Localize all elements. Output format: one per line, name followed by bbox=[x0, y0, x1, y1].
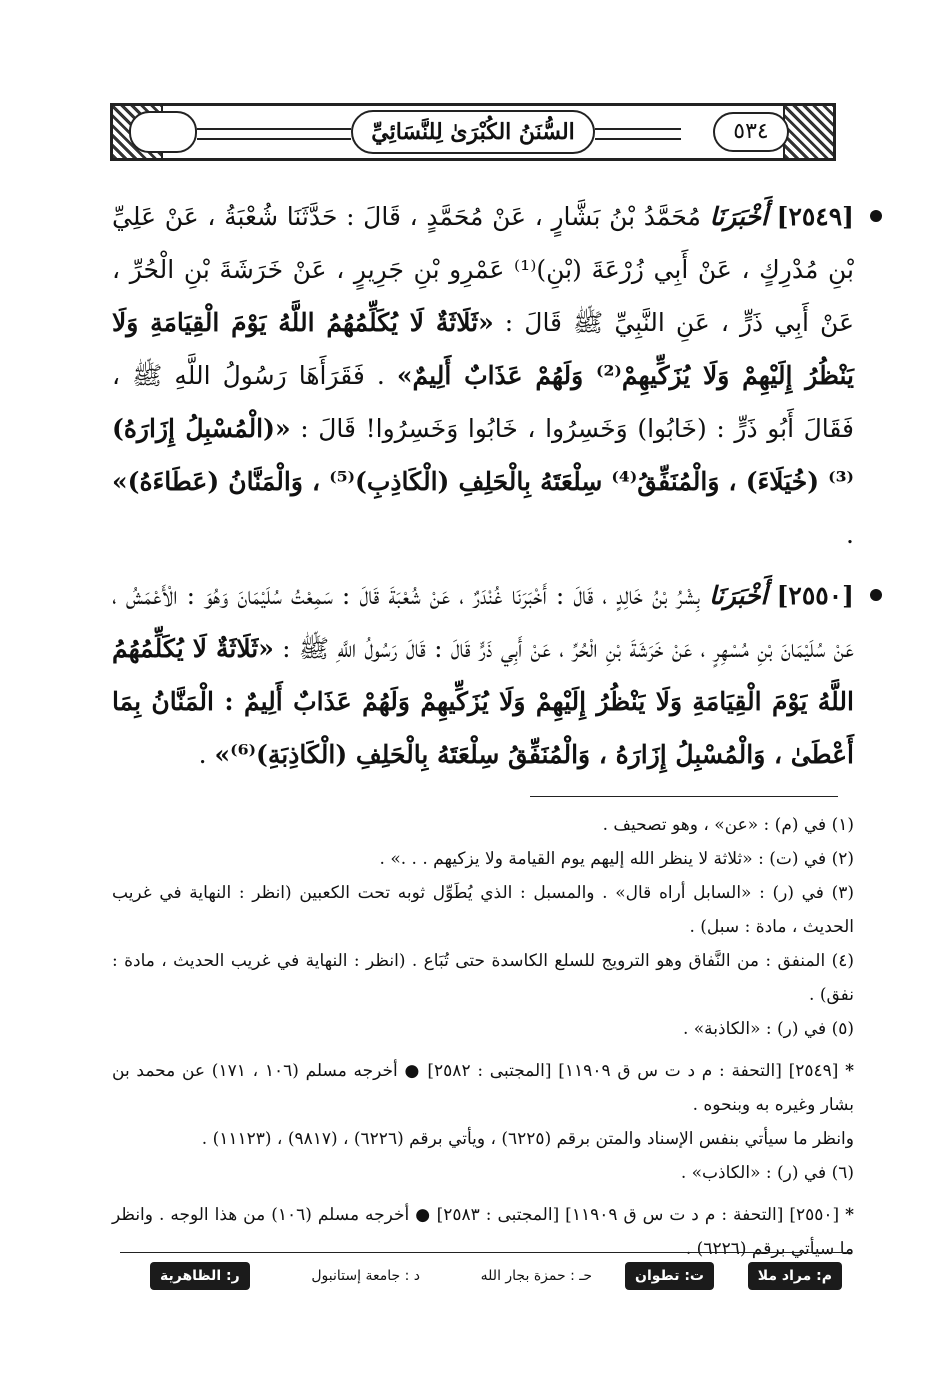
end-mark: . bbox=[846, 520, 854, 549]
footnote-5: (٥) في (ر) : «الكاذبة» . bbox=[682, 1019, 854, 1039]
source-tag: ت: تطوان bbox=[625, 1262, 714, 1290]
asterisk-icon: * bbox=[845, 1205, 855, 1225]
book-title: السُّنَنُ الكُبْرَىٰ لِلنَّسَائِيِّ bbox=[351, 110, 595, 154]
hadith-number: [٢٥٤٩] bbox=[776, 202, 854, 231]
hadith-2550 bbox=[112, 569, 854, 781]
page-number: ٥٣٤ bbox=[713, 112, 789, 152]
takhrij-text: [٢٥٤٩] [التحفة : م د ت س ق ١١٩٠٩] [المجتبى : ٢٥٨٢] ● أخرجه مسلم (١٠٦ ، ١٧١) عن محمد بن بشار وغيره به وبنحوه . bbox=[112, 1061, 854, 1115]
source-label: د : جامعة إستانبول bbox=[311, 1268, 420, 1284]
akhbarana: أَخْبَرَنَا bbox=[709, 202, 768, 231]
takhrij-2550 bbox=[112, 1198, 854, 1266]
hadith-number: [٢٥٥٠] bbox=[776, 581, 854, 610]
bottom-rule bbox=[120, 1252, 852, 1253]
main-text bbox=[112, 190, 854, 789]
manuscript-sources bbox=[120, 1262, 842, 1290]
akhbarana: أَخْبَرَنَا bbox=[709, 581, 768, 610]
footnote-2: (٢) في (ت) : «ثلاثة لا ينظر الله إليهم يوم القيامة ولا يزكيهم . . .» . bbox=[379, 849, 854, 869]
footnote-1: (١) في (م) : «عن» ، وهو تصحيف . bbox=[602, 815, 854, 835]
hadith-2549 bbox=[112, 190, 854, 561]
footnote-3: (٣) في (ر) : «السابل أراه قال» . والمسبل : الذي يُطَوِّل ثوبه تحت الكعبين (انظر : النهاية في غريب الحديث ، مادة : سبل) . bbox=[112, 883, 854, 937]
source-tag: ر: الظاهرية bbox=[150, 1262, 250, 1290]
bullet-icon bbox=[870, 210, 882, 222]
matn-text: «(الْمُسْبِلُ إِزَارَهُ)⁽³⁾ (خُيَلَاءَ) ، وَالْمُنَفِّقُ⁽⁴⁾ سِلْعَتَهُ بِالْحَلِفِ (الْكَاذِبِ)⁽⁵⁾ ، وَالْمَنَّانُ (عَطَاءَهُ)» bbox=[112, 414, 854, 496]
header-rule bbox=[197, 128, 351, 140]
asterisk-icon: * bbox=[845, 1061, 855, 1081]
end-mark: . bbox=[198, 740, 207, 769]
book-seal bbox=[129, 111, 197, 153]
bullet-icon bbox=[870, 589, 882, 601]
source-label: حـ : حمزة بجار الله bbox=[480, 1268, 592, 1284]
footnote-4: (٤) المنفق : من النَّفاق وهو الترويج للسلع الكاسدة حتى تُبَاع . (انظر : النهاية في غريب الحديث ، مادة : نفق) . bbox=[112, 951, 854, 1005]
matn-text: «ثَلَاثَةٌ لَا يُكَلِّمُهُمُ اللَّهُ يَوْمَ الْقِيَامَةِ وَلَا يَنْظُرُ إِلَيْهِمْ وَلَا يُزَكِّيهِمْ وَلَهُمْ عَذَابٌ أَلِيمٌ : الْمَنَّانُ بِمَا أَعْطَىٰ ، وَالْمُسْبِلُ إِزَارَهُ ، وَالْمُنَفِّقُ سِلْعَتَهُ بِالْحَلِفِ (الْكَاذِبَةِ)⁽⁶⁾» bbox=[112, 634, 854, 769]
ornament-pattern bbox=[783, 106, 833, 158]
narration-text: . فَقَرَأَهَا رَسُولُ اللَّهِ ﷺ ، فَقَالَ أَبُو ذَرٍّ : (خَابُوا) وَخَسِرُوا ، خَابُوا وَخَسِرُوا! قَالَ : bbox=[112, 361, 855, 443]
matn-text: «ثَلَاثَةٌ لَا يُكَلِّمُهُمُ اللَّهُ يَوْمَ الْقِيَامَةِ وَلَا يَنْظُرُ إِلَيْهِمْ وَلَا يُزَكِّيهِمْ⁽²⁾ وَلَهُمْ عَذَابٌ أَلِيمٌ» bbox=[112, 308, 854, 390]
header-rule bbox=[595, 128, 681, 140]
source-tag: م: مراد ملا bbox=[748, 1262, 842, 1290]
footnote-rule bbox=[530, 796, 838, 797]
page-header bbox=[110, 103, 836, 161]
isnad-text: بِشْرُ بْنُ خَالِدٍ ، قَالَ : أَخْبَرَنَا غُنْدَرٌ ، عَنْ شُعْبَةَ قَالَ : سَمِعْتُ سُلَيْمَانَ وَهُوَ : الْأَعْمَشُ ، عَنْ سُلَيْمَانَ بْنِ مُسْهِرٍ ، عَنْ خَرَشَةَ بْنِ الْحُرِّ ، عَنْ أَبِي ذَرٍّ قَالَ : قَالَ رَسُولُ اللَّهِ ﷺ : bbox=[112, 581, 854, 663]
takhrij-text: [٢٥٥٠] [التحفة : م د ت س ق ١١٩٠٩] [المجتبى : ٢٥٨٣] ● أخرجه مسلم (١٠٦) من هذا الوجه . وانظر ما سيأتي برقم (٦٢٢٦) . bbox=[112, 1205, 854, 1259]
footnotes bbox=[112, 808, 854, 1266]
isnad-text: مُحَمَّدُ بْنُ بَشَّارٍ ، عَنْ مُحَمَّدٍ ، قَالَ : حَدَّثَنَا شُعْبَةُ ، عَنْ عَلِيِّ بْنِ مُدْرِكٍ ، عَنْ أَبِي زُرْعَةَ (بْنِ)⁽¹⁾ عَمْرِو بْنِ جَرِيرٍ ، عَنْ خَرَشَةَ بْنِ الْحُرِّ ، عَنْ أَبِي ذَرٍّ ، عَنِ النَّبِيِّ ﷺ قَالَ : bbox=[112, 202, 854, 337]
takhrij-2549-more: وانظر ما سيأتي بنفس الإسناد والمتن برقم (٦٢٢٥) ، ويأتي برقم (٦٢٢٦) ، (٩٨١٧) ، (١١١٢٣) . bbox=[201, 1129, 854, 1149]
footnote-6: (٦) في (ر) : «الكاذب» . bbox=[680, 1163, 854, 1183]
takhrij-2549 bbox=[112, 1054, 854, 1122]
